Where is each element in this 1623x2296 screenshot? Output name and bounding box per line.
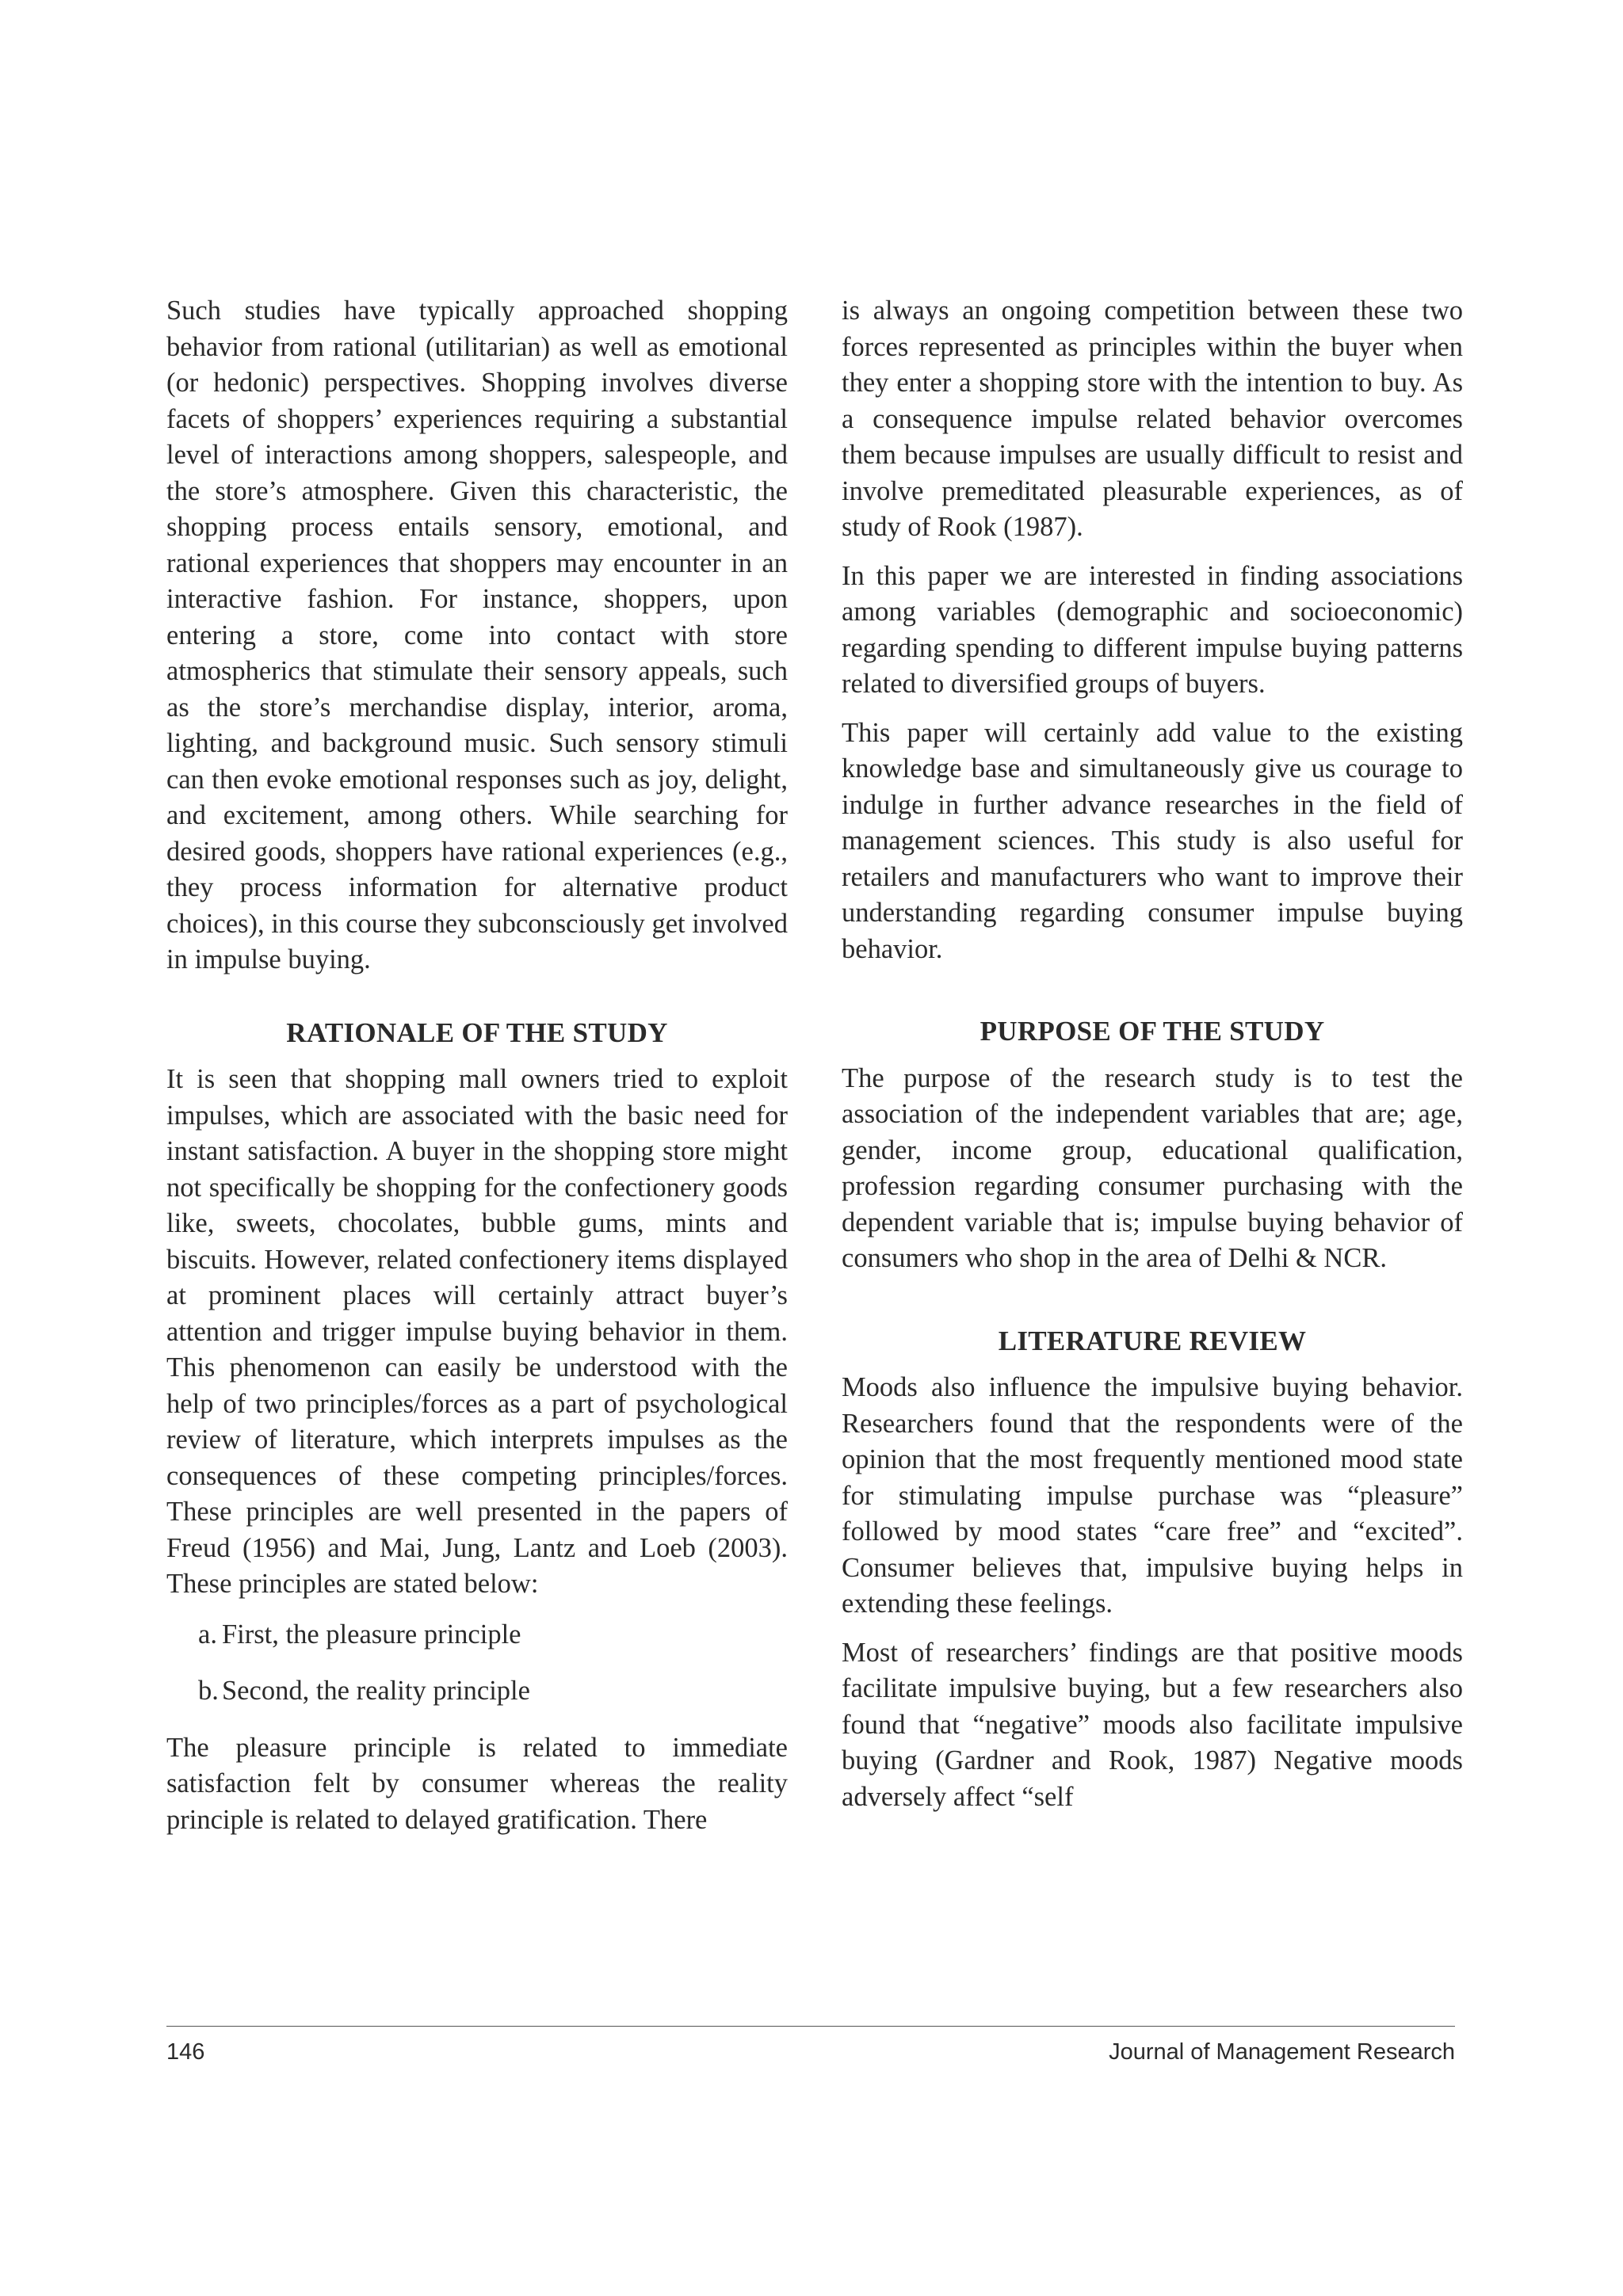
page-number: 146 xyxy=(166,2039,205,2065)
body-paragraph: This paper will certainly add value to the existing knowledge base and simultaneously give us courage to indulge in further advance researches in the field of management sciences. This study is also useful for retailers and manufacturers who want to improve their understanding regarding consumer impulse buying behavior. xyxy=(842,717,1463,964)
list-marker: b. xyxy=(198,1676,219,1706)
right-column xyxy=(842,293,1463,1828)
body-paragraph: The purpose of the research study is to test the association of the independent variables that are; age, gender, income group, educational qualification, profession regarding consumer purchasing with the dependent variable that is; impulse buying behavior of consumers who shop in the area of Delhi & NCR. xyxy=(842,1062,1463,1273)
list-item xyxy=(198,1673,788,1710)
journal-name: Journal of Management Research xyxy=(1109,2039,1455,2065)
list-marker: a. xyxy=(198,1619,217,1650)
principles-list xyxy=(166,1617,788,1710)
section-heading-purpose: PURPOSE OF THE STUDY xyxy=(980,1016,1325,1047)
body-paragraph: is always an ongoing competition between these two forces represented as principles within the buyer when they enter a shopping store with the intention to buy. As a consequence impulse related behavior overcomes them because impulses are usually difficult to resist and involve premeditated pleasurable experiences, as of study of Rook (1987). xyxy=(842,296,1463,542)
list-item-text: First, the pleasure principle xyxy=(222,1619,521,1650)
body-paragraph: The pleasure principle is related to immediate satisfaction felt by consumer whereas the reality principle is related to delayed gratification. There xyxy=(166,1732,788,1835)
body-paragraph: Most of researchers’ findings are that positive moods facilitate impulsive buying, but a few researchers also found that “negative” moods also facilitate impulsive buying (Gardner and Rook, 1987) Negative moods adversely affect “self xyxy=(842,1637,1463,1812)
body-paragraph: Moods also influence the impulsive buying behavior. Researchers found that the respondents were of the opinion that the most frequently mentioned mood state for stimulating impulse purchase was “pleasure” followed by mood states “care free” and “excited”. Consumer believes that, impulsive buying helps in extending these feelings. xyxy=(842,1372,1463,1619)
list-item xyxy=(198,1617,788,1653)
left-column xyxy=(166,293,788,1851)
list-item-text: Second, the reality principle xyxy=(222,1676,530,1706)
footer-divider xyxy=(166,2026,1455,2027)
section-heading-rationale: RATIONALE OF THE STUDY xyxy=(286,1016,668,1048)
body-paragraph: Such studies have typically approached shopping behavior from rational (utilitarian) as well as emotional (or hedonic) perspectives. Shopping involves diverse facets of shoppers’ experiences requiring a substantial level of interactions among shoppers, salespeople, and the store’s atmosphere. Given this characteristic, the shopping process entails sensory, emotional, and rational experiences that shoppers may encounter in an interactive fashion. For instance, shoppers, upon entering a store, come into contact with store atmospherics that stimulate their sensory appeals, such as the store’s merchandise display, interior, aroma, lighting, and background music. Such sensory stimuli can then evoke emotional responses such as joy, delight, and excitement, among others. While searching for desired goods, shoppers have rational experiences (e.g., they process information for alternative product choices), in this course they subconsciously get involved in impulse buying. xyxy=(166,296,788,974)
section-heading-literature-review: LITERATURE REVIEW xyxy=(998,1325,1307,1356)
body-paragraph: In this paper we are interested in finding associations among variables (demographic and socioeconomic) regarding spending to different impulse buying patterns related to diversified groups of buyers. xyxy=(842,560,1463,699)
body-paragraph: It is seen that shopping mall owners tried to exploit impulses, which are associated with the basic need for instant satisfaction. A buyer in the shopping store might not specifically be shopping for the confectionery goods like, sweets, chocolates, bubble gums, mints and biscuits. However, related confectionery items displayed at prominent places will certainly attract buyer’s attention and trigger impulse buying behavior in them. This phenomenon can easily be understood with the help of two principles/forces as a part of psychological review of literature, which interprets impulses as the consequences of these competing principles/forces. These principles are well presented in the papers of Freud (1956) and Mai, Jung, Lantz and Loeb (2003). These principles are stated below: xyxy=(166,1064,788,1599)
